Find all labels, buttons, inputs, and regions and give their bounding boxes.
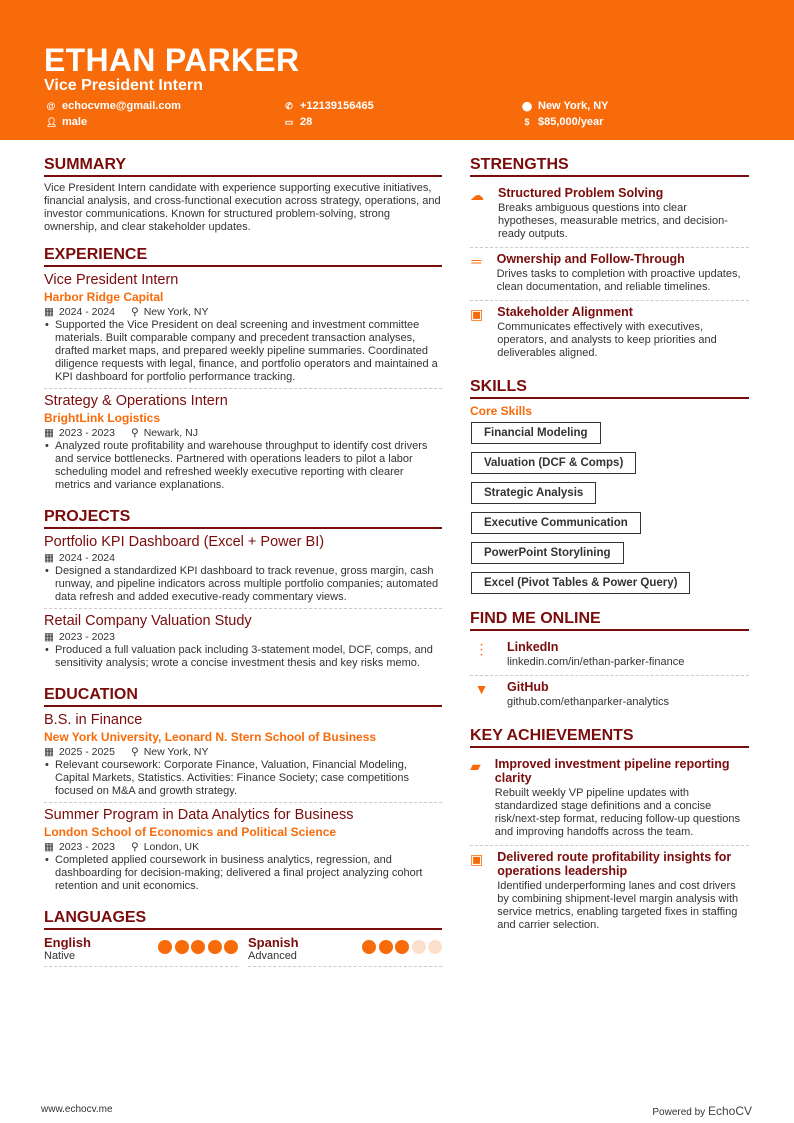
language-name: English xyxy=(44,935,91,950)
projects-section xyxy=(44,508,442,674)
language-name: Spanish xyxy=(248,935,299,950)
strength-text: Breaks ambiguous questions into clear hypotheses, measurable metrics, and decision-ready outputs. xyxy=(498,202,728,240)
skill-tag: Valuation (DCF & Comps) xyxy=(471,452,636,474)
rating-dot-filled xyxy=(191,940,205,954)
experience-section xyxy=(44,246,442,496)
school: New York University, Leonard N. Stern School of Business xyxy=(44,730,377,744)
project-item xyxy=(44,613,442,674)
achievement-item xyxy=(470,846,749,938)
calendar-icon: ▭ xyxy=(284,116,294,127)
calendar-icon: ▦ xyxy=(44,306,54,318)
degree: B.S. in Finance xyxy=(44,712,143,728)
strength-item xyxy=(470,248,749,301)
skills-group-title: Core Skills xyxy=(470,404,533,418)
dates xyxy=(44,306,115,318)
contact-gender xyxy=(46,116,87,128)
location-pin-icon: ⚲ xyxy=(130,427,139,439)
strength-text: Communicates effectively with executives, operators, and analysts to keep priorities and deliverables aligned. xyxy=(497,321,717,359)
school: London School of Economics and Political Science xyxy=(44,825,337,839)
bookmark-icon: ▼ xyxy=(474,681,489,697)
bullet: • Supported the Vice President on deal screening and investment committee materials. Built comparable company and precedent transaction analyses, drafted market maps, and prepared weekly pipeline summaries. Coordinated diligence requests with legal, finance, and portfolio operators and maintained a KPI dashboard for portfolio performance tracking. xyxy=(44,319,442,384)
language-rating xyxy=(156,940,239,959)
online-item[interactable] xyxy=(470,676,749,715)
location-pin-icon: ⬤ xyxy=(522,100,533,111)
dates xyxy=(44,631,115,643)
dates xyxy=(44,841,115,853)
rating-dot-filled xyxy=(395,940,409,954)
education-section xyxy=(44,686,442,897)
degree: Summer Program in Data Analytics for Business xyxy=(44,807,354,823)
achievements-section xyxy=(470,727,749,938)
section-heading: KEY ACHIEVEMENTS xyxy=(470,727,749,748)
location-pin-icon: ⚲ xyxy=(130,746,139,758)
section-heading: SKILLS xyxy=(470,378,749,399)
phone-icon: ✆ xyxy=(285,100,293,111)
date-text: 2023 - 2023 xyxy=(58,841,115,853)
calendar-icon: ▦ xyxy=(44,427,54,439)
location-text: New York, NY xyxy=(538,100,609,112)
skills-section xyxy=(470,378,749,598)
job-role: Strategy & Operations Intern xyxy=(44,393,228,409)
document-icon: ▰ xyxy=(470,758,481,774)
experience-item xyxy=(44,393,442,496)
location-text: New York, NY xyxy=(143,746,209,758)
project-item xyxy=(44,534,442,609)
left-column xyxy=(44,156,442,979)
section-heading: STRENGTHS xyxy=(470,156,749,177)
education-item xyxy=(44,712,442,803)
gender-text: male xyxy=(62,116,88,128)
location-text: Newark, NJ xyxy=(143,427,198,439)
strength-item xyxy=(470,301,749,366)
achievement-item xyxy=(470,753,749,846)
footer-site[interactable]: www.echocv.me xyxy=(41,1104,113,1115)
online-name: LinkedIn xyxy=(507,640,559,654)
location-pin-icon: ⚲ xyxy=(130,841,139,853)
language-rating xyxy=(360,940,443,959)
achievement-text: Rebuilt weekly VP pipeline updates with standardized stage definitions and a concise risk/next-step format, reducing follow-up questions and improving handoffs across the team. xyxy=(494,787,740,838)
dates xyxy=(44,427,115,439)
online-section xyxy=(470,610,749,715)
contact-salary xyxy=(522,116,603,128)
calendar-icon: ▦ xyxy=(44,552,54,564)
location xyxy=(131,427,198,439)
achievement-title: Delivered route profitability insights for operations leadership xyxy=(497,850,732,878)
calendar-icon: ▦ xyxy=(44,746,54,758)
powered-label: Powered by xyxy=(652,1107,706,1118)
candidate-name: ETHAN PARKER xyxy=(44,42,300,78)
bullet: • Designed a standardized KPI dashboard to track revenue, gross margin, cash runway, and pipeline indicators across multiple portfolio companies; automated data refresh and added executive-ready commentary views. xyxy=(44,565,442,604)
company: Harbor Ridge Capital xyxy=(44,290,164,304)
achievement-title: Improved investment pipeline reporting clarity xyxy=(494,757,730,785)
project-title: Portfolio KPI Dashboard (Excel + Power BI) xyxy=(44,534,325,550)
company: BrightLink Logistics xyxy=(44,411,161,425)
education-item xyxy=(44,807,442,897)
section-heading: FIND ME ONLINE xyxy=(470,610,749,631)
language-level: Native xyxy=(44,950,76,962)
bullet: • Produced a full valuation pack including 3-statement model, DCF, comps, and sensitivity analysis; wrote a concise investment thesis and key risks memo. xyxy=(44,644,442,670)
section-heading: LANGUAGES xyxy=(44,909,442,930)
footer-powered[interactable] xyxy=(652,1104,752,1118)
calendar-chart-icon: ▣ xyxy=(470,851,484,867)
rating-dot-filled xyxy=(362,940,376,954)
lines-icon: ═ xyxy=(471,253,482,269)
language-level: Advanced xyxy=(248,950,297,962)
candidate-title: Vice President Intern xyxy=(44,77,203,94)
project-title: Retail Company Valuation Study xyxy=(44,613,252,629)
strength-title: Stakeholder Alignment xyxy=(497,305,633,319)
experience-item xyxy=(44,272,442,389)
contact-email[interactable] xyxy=(46,100,181,112)
strength-item xyxy=(470,182,749,248)
date-text: 2025 - 2025 xyxy=(58,746,115,758)
strength-title: Structured Problem Solving xyxy=(498,186,664,200)
online-link[interactable]: linkedin.com/in/ethan-parker-finance xyxy=(507,656,685,668)
languages-section xyxy=(44,909,442,967)
language-item xyxy=(248,935,442,967)
rating-dot-filled xyxy=(158,940,172,954)
person-icon: 👤︎ xyxy=(46,116,58,127)
section-heading: EDUCATION xyxy=(44,686,442,707)
date-text: 2024 - 2024 xyxy=(58,552,115,564)
email-text: echocvme@gmail.com xyxy=(62,100,181,112)
skill-tag: Excel (Pivot Tables & Power Query) xyxy=(471,572,690,594)
location xyxy=(131,746,208,758)
linkedin-icon: ⋮ xyxy=(474,641,489,657)
language-item xyxy=(44,935,238,967)
rating-dot-empty xyxy=(412,940,426,954)
skill-tag: Strategic Analysis xyxy=(471,482,596,504)
summary-section xyxy=(44,156,442,234)
brand-name: EchoCV xyxy=(707,1104,752,1118)
section-heading: EXPERIENCE xyxy=(44,246,442,267)
date-text: 2023 - 2023 xyxy=(58,427,115,439)
summary-text: Vice President Intern candidate with experience supporting executive initiatives, financial analysis, and cross-functional execution across strategy, operations, and investor communications. Known for structured problem-solving, strong ownership, and clear stakeholder updates. xyxy=(44,182,441,233)
contact-location xyxy=(522,100,609,112)
strength-text: Drives tasks to completion with proactive updates, clean documentation, and reliable timelines. xyxy=(496,268,741,293)
location-text: London, UK xyxy=(143,841,200,853)
location xyxy=(131,306,208,318)
contact-phone[interactable] xyxy=(284,100,374,112)
calendar-icon: ▦ xyxy=(44,841,54,853)
bullet: • Relevant coursework: Corporate Finance, Valuation, Financial Modeling, Capital Markets, Statistics. Activities: Finance Society; case competitions focused on M&A and growth strategy. xyxy=(44,759,442,798)
rating-dot-filled xyxy=(224,940,238,954)
section-heading: SUMMARY xyxy=(44,156,442,177)
money-icon: $ xyxy=(524,117,530,127)
achievement-text: Identified underperforming lanes and cost drivers by combining shipment-level margin analysis with service metrics, enabling targeted fixes in staffing and carrier selection. xyxy=(497,880,739,931)
dates xyxy=(44,552,115,564)
location xyxy=(131,841,199,853)
section-heading: PROJECTS xyxy=(44,508,442,529)
age-text: 28 xyxy=(300,116,313,128)
rating-dot-filled xyxy=(379,940,393,954)
contact-age xyxy=(284,116,312,128)
resume-header xyxy=(0,0,794,140)
calendar-chart-icon: ▣ xyxy=(470,306,484,322)
cloud-icon: ☁ xyxy=(470,187,484,203)
salary-text: $85,000/year xyxy=(538,116,604,128)
date-text: 2024 - 2024 xyxy=(58,306,115,318)
strength-title: Ownership and Follow-Through xyxy=(496,252,685,266)
strengths-section xyxy=(470,156,749,366)
skill-tag: PowerPoint Storylining xyxy=(471,542,624,564)
at-icon: @ xyxy=(46,101,56,111)
location-text: New York, NY xyxy=(143,306,209,318)
bullet: • Analyzed route profitability and warehouse throughput to identify cost drivers and service bottlenecks. Partnered with operations leaders to pilot a labor scheduling model and refreshed weekly executive reporting with clearer metrics and variance explanations. xyxy=(44,440,442,492)
bullet: • Completed applied coursework in business analytics, regression, and dashboarding for decision-making; delivered a final project analyzing cohort retention and unit economics. xyxy=(44,854,442,893)
rating-dot-empty xyxy=(428,940,442,954)
online-item[interactable] xyxy=(470,636,749,676)
date-text: 2023 - 2023 xyxy=(58,631,115,643)
skill-tag: Financial Modeling xyxy=(471,422,601,444)
phone-text: +12139156465 xyxy=(300,100,374,112)
right-column xyxy=(470,156,749,950)
location-pin-icon: ⚲ xyxy=(130,306,139,318)
dates xyxy=(44,746,115,758)
online-link[interactable]: github.com/ethanparker-analytics xyxy=(507,696,670,708)
calendar-icon: ▦ xyxy=(44,631,54,643)
rating-dot-filled xyxy=(175,940,189,954)
job-role: Vice President Intern xyxy=(44,272,179,288)
online-name: GitHub xyxy=(507,680,549,694)
skill-tag: Executive Communication xyxy=(471,512,641,534)
rating-dot-filled xyxy=(208,940,222,954)
